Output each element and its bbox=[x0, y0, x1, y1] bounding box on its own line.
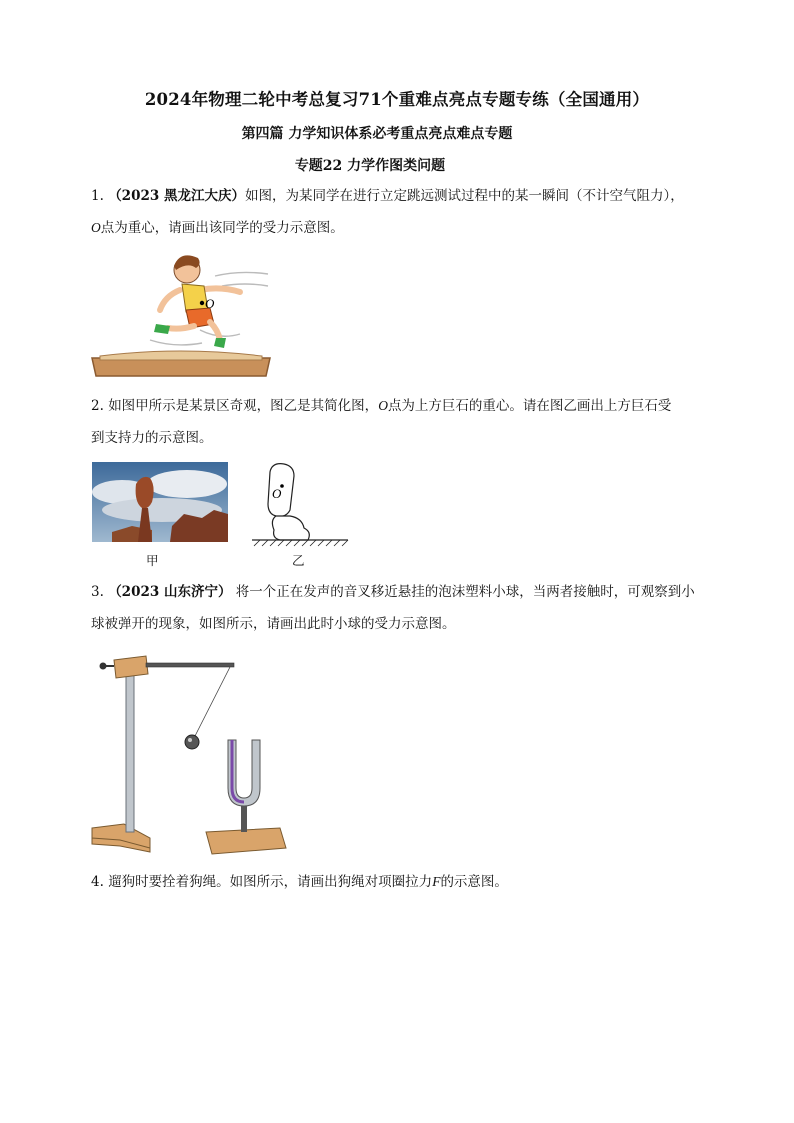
long-jump-figure bbox=[90, 248, 272, 380]
question-1-line-2 bbox=[91, 212, 711, 244]
topic-title: 专题22 力学作图类问题 bbox=[294, 158, 446, 174]
section-title: 第四篇 力学知识体系必考重点亮点难点专题 bbox=[241, 126, 513, 142]
variable-o: O bbox=[91, 220, 101, 235]
rock-center-label: O bbox=[272, 486, 282, 501]
tuning-fork-figure bbox=[90, 648, 290, 858]
question-number: 3. bbox=[91, 584, 104, 600]
question-1 bbox=[91, 180, 711, 244]
variable-f: F bbox=[432, 874, 441, 889]
figure-caption-yi: 乙 bbox=[292, 553, 305, 568]
question-text: 到支持力的示意图。 bbox=[91, 430, 213, 446]
variable-o: O bbox=[378, 398, 388, 413]
question-text: 如图，为某同学在进行立定跳远测试过程中的某一瞬间（不计空气阻力）， bbox=[244, 188, 684, 204]
question-text: 的示意图。 bbox=[440, 874, 508, 890]
question-1-line-1 bbox=[91, 180, 711, 212]
question-text: 点为上方巨石的重心。请在图乙画出上方巨石受 bbox=[387, 398, 672, 414]
question-number: 4. bbox=[91, 874, 104, 890]
balanced-rock-diagram bbox=[250, 460, 350, 548]
question-3-line-1 bbox=[91, 576, 721, 608]
question-2-line-1 bbox=[91, 390, 711, 422]
question-text: 遛狗时要拴着狗绳。如图所示，请画出狗绳对项圈拉力 bbox=[108, 874, 433, 890]
question-number: 2. bbox=[91, 398, 104, 414]
question-number: 1. bbox=[91, 188, 104, 204]
question-source: （2023 山东济宁） bbox=[108, 584, 232, 600]
document-title: 2024年物理二轮中考总复习71个重难点亮点专题专练（全国通用） bbox=[144, 90, 650, 109]
balanced-rock-photo bbox=[92, 462, 228, 542]
question-text: 点为重心，请画出该同学的受力示意图。 bbox=[100, 220, 344, 236]
question-4-line-1 bbox=[91, 866, 711, 898]
question-text: 如图甲所示是某景区奇观，图乙是其简化图， bbox=[108, 398, 379, 414]
question-text: 将一个正在发声的音叉移近悬挂的泡沫塑料小球，当两者接触时，可观察到小 bbox=[231, 584, 695, 600]
question-text: 球被弹开的现象，如图所示，请画出此时小球的受力示意图。 bbox=[91, 616, 456, 632]
question-3 bbox=[91, 576, 721, 640]
figure-caption-jia: 甲 bbox=[146, 553, 159, 568]
question-2-line-2 bbox=[91, 422, 711, 454]
question-4 bbox=[91, 866, 711, 898]
question-source: （2023 黑龙江大庆） bbox=[108, 188, 245, 204]
question-3-line-2 bbox=[91, 608, 721, 640]
center-of-gravity-label: O bbox=[205, 296, 215, 311]
question-2 bbox=[91, 390, 711, 454]
